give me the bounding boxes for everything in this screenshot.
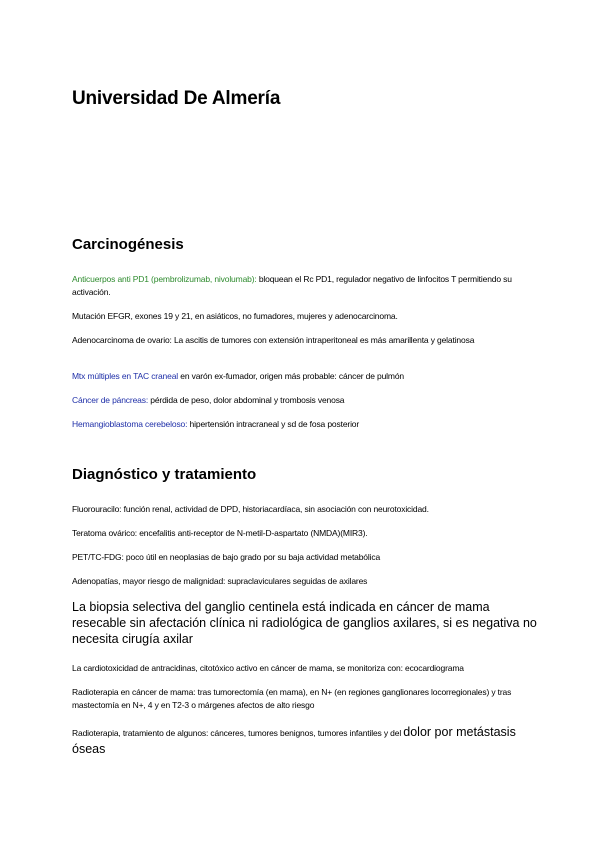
highlight-text: Hemangioblastoma cerebeloso: xyxy=(72,419,188,429)
section-heading-carcinogenesis: Carcinogénesis xyxy=(72,236,184,253)
highlight-text: Mtx múltiples en TAC craneal xyxy=(72,371,179,381)
paragraph-pancreas xyxy=(72,394,532,407)
page-title: Universidad De Almería xyxy=(72,88,281,109)
highlight-text: Anticuerpos anti PD1 (pembrolizumab, nivolumab): xyxy=(72,274,257,284)
paragraph-text: en varón ex-fumador, origen más probable: cáncer de pulmón xyxy=(178,371,405,381)
paragraph-egfr: Mutación EFGR, exones 19 y 21, en asiáticos, no fumadores, mujeres y adenocarcinoma. xyxy=(72,311,398,321)
paragraph-adenopatias: Adenopatías, mayor riesgo de malignidad: supraclaviculares seguidas de axilares xyxy=(72,576,368,586)
paragraph-cardiotoxicidad: La cardiotoxicidad de antracidinas, citotóxico activo en cáncer de mama, se monitoriza con: ecocardiograma xyxy=(72,663,464,673)
section-heading-diagnostico: Diagnóstico y tratamiento xyxy=(72,466,257,483)
highlight-text: Cáncer de páncreas: xyxy=(72,395,149,405)
paragraph-text: hipertensión intracraneal y sd de fosa posterior xyxy=(187,419,360,429)
paragraph-radioterapia-tratamiento xyxy=(72,724,532,758)
paragraph-fluorouracilo: Fluorouracilo: función renal, actividad de DPD, historiacardíaca, sin asociación con neurotoxicidad. xyxy=(72,504,429,514)
paragraph-text: bloquean el Rc PD1, regulador negativo de linfocitos T permitiendo su activación. xyxy=(72,274,512,297)
paragraph-ovary: Adenocarcinoma de ovario: La ascitis de tumores con extensión intraperitoneal es más amarillenta y gelatinosa xyxy=(72,335,475,345)
paragraph-text: pérdida de peso, dolor abdominal y trombosis venosa xyxy=(148,395,345,405)
paragraph-radioterapia-mama: Radioterapia en cáncer de mama: tras tumorectomía (en mama), en N+ (en regiones ganglionares locorregionales) y tras mastectomía en N+, 4 y en T2-3 o márgenes afectos de alto riesgo xyxy=(72,687,512,710)
paragraph-anti-pd1 xyxy=(72,273,532,299)
paragraph-hemangioblastoma xyxy=(72,418,532,431)
paragraph-teratoma: Teratoma ovárico: encefalitis anti-receptor de N-metil-D-aspartato (NMDA)(MIR3). xyxy=(72,528,368,538)
paragraph-pet: PET/TC-FDG: poco útil en neoplasias de bajo grado por su baja actividad metabólica xyxy=(72,552,381,562)
paragraph-biopsia-centinela: La biopsia selectiva del ganglio centinela está indicada en cáncer de mama resecable sin afectación clínica ni radiológica de ganglios axilares, si es negativa no necesita cirugía axilar xyxy=(72,600,537,646)
paragraph-tail-text: dolor por metástasis óseas xyxy=(72,725,516,756)
paragraph-text: Radioterapia, tratamiento de algunos: cánceres, tumores benignos, tumores infantiles y del xyxy=(72,728,404,738)
paragraph-mtx xyxy=(72,370,532,383)
